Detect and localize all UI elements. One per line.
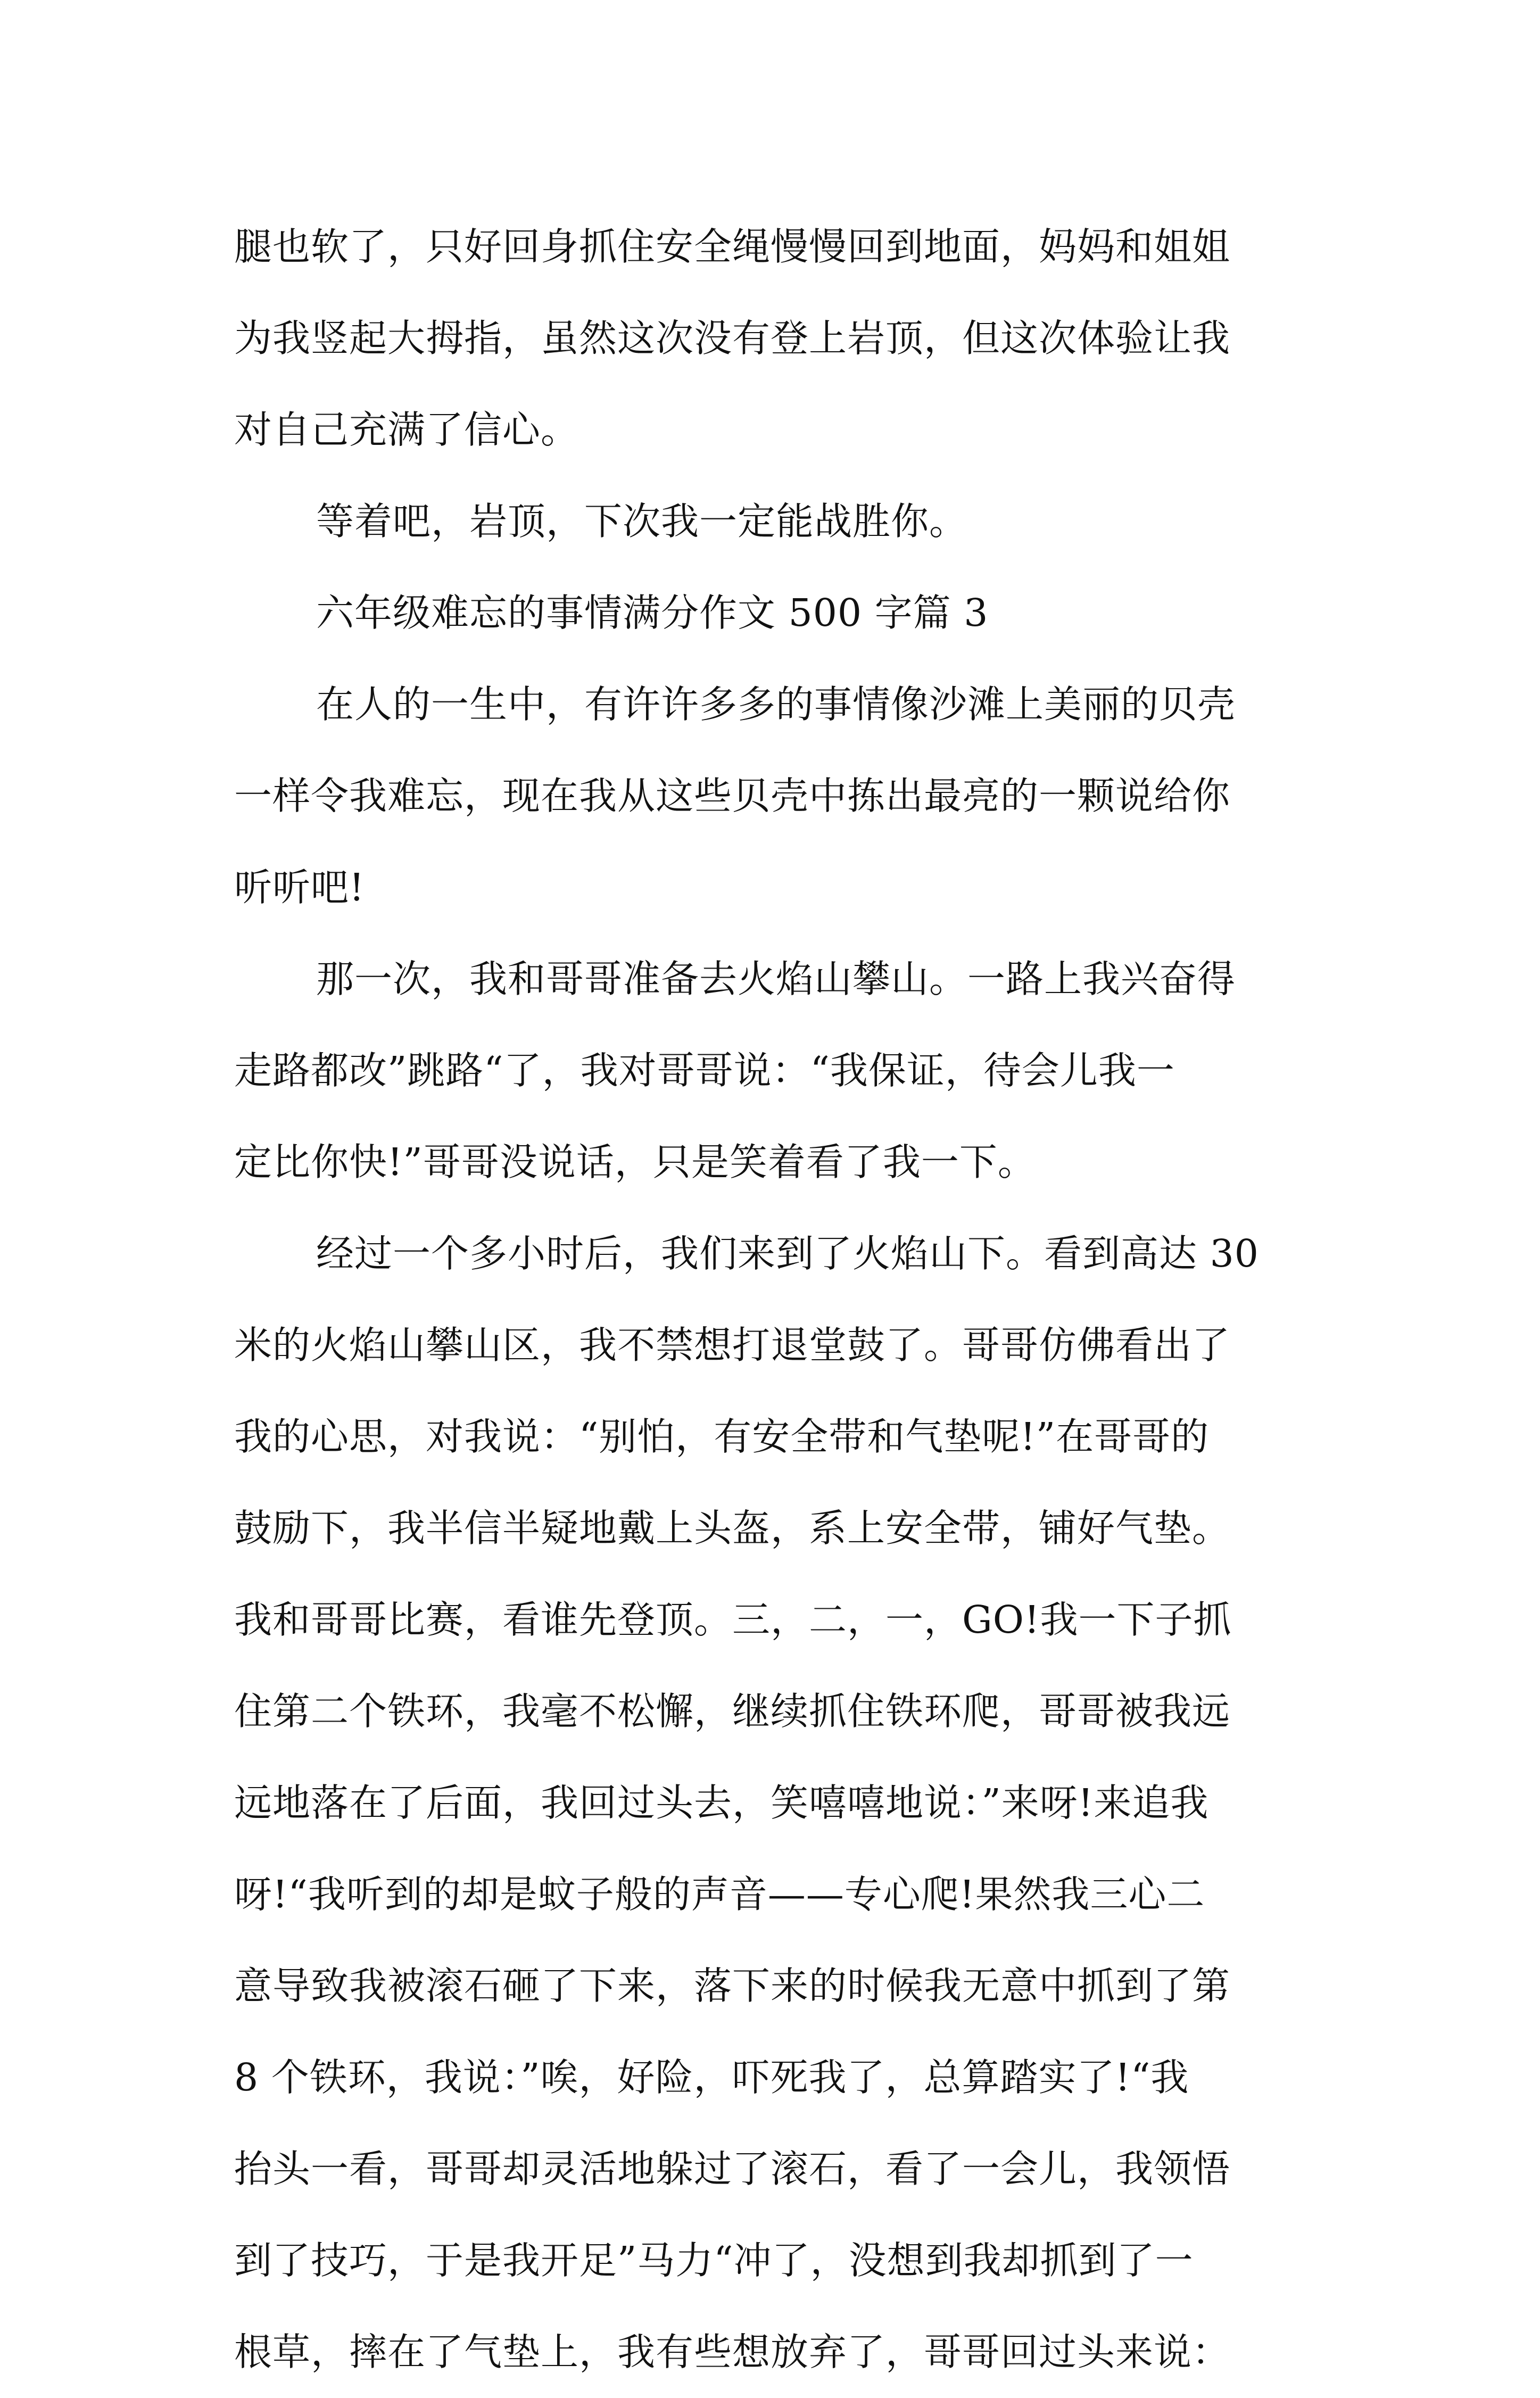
- text-line: 米的火焰山攀山区，我不禁想打退堂鼓了。哥哥仿佛看出了: [234, 1323, 1231, 1367]
- text-line: 走路都改”跳路“了，我对哥哥说：“我保证，待会儿我一: [234, 1048, 1175, 1093]
- text-line: 意导致我被滚石砸了下来，落下来的时候我无意中抓到了第: [234, 1964, 1231, 2008]
- text-line: 对自己充满了信心。: [234, 408, 579, 452]
- text-line: 等着吧，岩顶，下次我一定能战胜你。: [316, 499, 968, 543]
- text-line: 定比你快!”哥哥没说话，只是笑着看了我一下。: [234, 1140, 1036, 1184]
- document-body: [234, 201, 1320, 2398]
- text-line: 呀!“我听到的却是蚊子般的声音——专心爬!果然我三心二: [234, 1872, 1205, 1916]
- text-line: 腿也软了，只好回身抓住安全绳慢慢回到地面，妈妈和姐姐: [234, 225, 1231, 269]
- text-line: 抬头一看，哥哥却灵活地躲过了滚石，看了一会儿，我领悟: [234, 2147, 1231, 2191]
- text-line: 我和哥哥比赛，看谁先登顶。三，二，一，GO!我一下子抓: [234, 1598, 1232, 1642]
- text-line: 8 个铁环，我说：”唉，好险，吓死我了，总算踏实了!“我: [234, 2055, 1189, 2099]
- text-line: 远地落在了后面，我回过头去，笑嘻嘻地说：”来呀!来追我: [234, 1781, 1209, 1825]
- text-line: 到了技巧，于是我开足”马力“冲了，没想到我却抓到了一: [234, 2238, 1194, 2283]
- text-line: 住第二个铁环，我毫不松懈，继续抓住铁环爬，哥哥被我远: [234, 1689, 1231, 1733]
- text-line: 我的心思，对我说：“别怕，有安全带和气垫呢!”在哥哥的: [234, 1415, 1210, 1459]
- text-line: 在人的一生中，有许许多多的事情像沙滩上美丽的贝壳: [316, 682, 1236, 726]
- text-line: 根草，摔在了气垫上，我有些想放弃了，哥哥回过头来说：: [234, 2330, 1231, 2374]
- text-line: 六年级难忘的事情满分作文 500 字篇 3: [316, 591, 989, 635]
- text-line: 为我竖起大拇指，虽然这次没有登上岩顶，但这次体验让我: [234, 316, 1231, 360]
- text-line: 一样令我难忘，现在我从这些贝壳中拣出最亮的一颗说给你: [234, 774, 1231, 818]
- text-line: 经过一个多小时后，我们来到了火焰山下。看到高达 30: [316, 1231, 1259, 1276]
- text-line: 那一次，我和哥哥准备去火焰山攀山。一路上我兴奋得: [316, 957, 1236, 1001]
- text-line: 听听吧!: [234, 865, 365, 909]
- text-line: 鼓励下，我半信半疑地戴上头盔，系上安全带，铺好气垫。: [234, 1506, 1231, 1550]
